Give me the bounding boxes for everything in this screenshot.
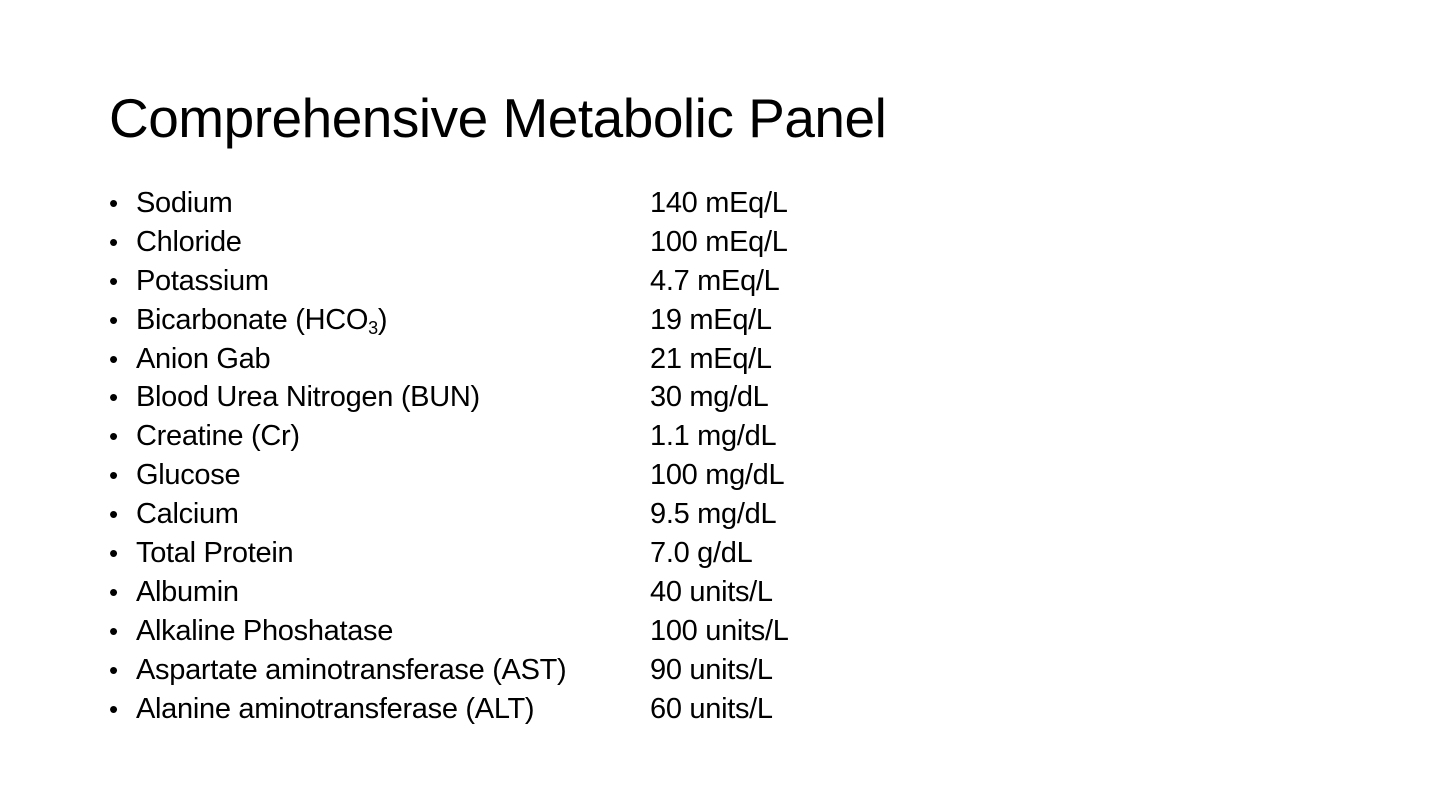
lab-name: Albumin xyxy=(136,575,239,608)
lab-value: 100 mEq/L xyxy=(650,225,788,258)
bullet-icon: • xyxy=(109,421,119,452)
lab-value: 90 units/L xyxy=(650,653,773,686)
lab-name: Alanine aminotransferase (ALT) xyxy=(136,692,535,725)
slide-title: Comprehensive Metabolic Panel xyxy=(109,87,887,149)
lab-value: 40 units/L xyxy=(650,575,773,608)
lab-name: Total Protein xyxy=(136,537,294,570)
lab-name xyxy=(136,301,387,339)
lab-value: 30 mg/dL xyxy=(650,381,769,414)
bullet-icon: • xyxy=(109,265,119,296)
lab-name: Anion Gab xyxy=(136,342,271,375)
lab-name: Aspartate aminotransferase (AST) xyxy=(136,653,567,686)
bullet-icon: • xyxy=(109,499,119,530)
bullet-icon: • xyxy=(109,343,119,374)
lab-name: Calcium xyxy=(136,498,239,531)
lab-value: 7.0 g/dL xyxy=(650,537,753,570)
bullet-icon: • xyxy=(109,460,119,491)
lab-value: 1.1 mg/dL xyxy=(650,420,777,453)
lab-value: 140 mEq/L xyxy=(650,187,788,219)
lab-value: 100 mg/dL xyxy=(650,459,785,492)
lab-name: Alkaline Phoshatase xyxy=(136,614,394,647)
bullet-icon: • xyxy=(109,538,119,569)
lab-name: Sodium xyxy=(136,187,233,219)
bullet-icon: • xyxy=(109,382,119,413)
lab-name: Potassium xyxy=(136,264,269,297)
bullet-icon: • xyxy=(109,188,119,218)
lab-value: 19 mEq/L xyxy=(650,303,772,336)
lab-value: 4.7 mEq/L xyxy=(650,264,780,297)
lab-name-suffix: ) xyxy=(377,303,388,336)
lab-name-text: Bicarbonate (HCO xyxy=(136,303,369,336)
lab-value: 9.5 mg/dL xyxy=(650,498,777,531)
lab-name-subscript: 3 xyxy=(368,317,378,338)
bullet-icon: • xyxy=(109,304,119,335)
lab-name: Glucose xyxy=(136,459,241,492)
bullet-icon: • xyxy=(109,615,119,646)
lab-value: 21 mEq/L xyxy=(650,342,772,375)
lab-name: Creatine (Cr) xyxy=(136,420,300,453)
lab-value: 60 units/L xyxy=(650,692,773,725)
lab-name: Blood Urea Nitrogen (BUN) xyxy=(136,381,480,414)
bullet-icon: • xyxy=(109,654,119,685)
lab-value: 100 units/L xyxy=(650,614,789,647)
bullet-icon: • xyxy=(109,693,119,724)
bullet-icon: • xyxy=(109,576,119,607)
bullet-icon: • xyxy=(109,226,119,257)
lab-name: Chloride xyxy=(136,225,242,258)
